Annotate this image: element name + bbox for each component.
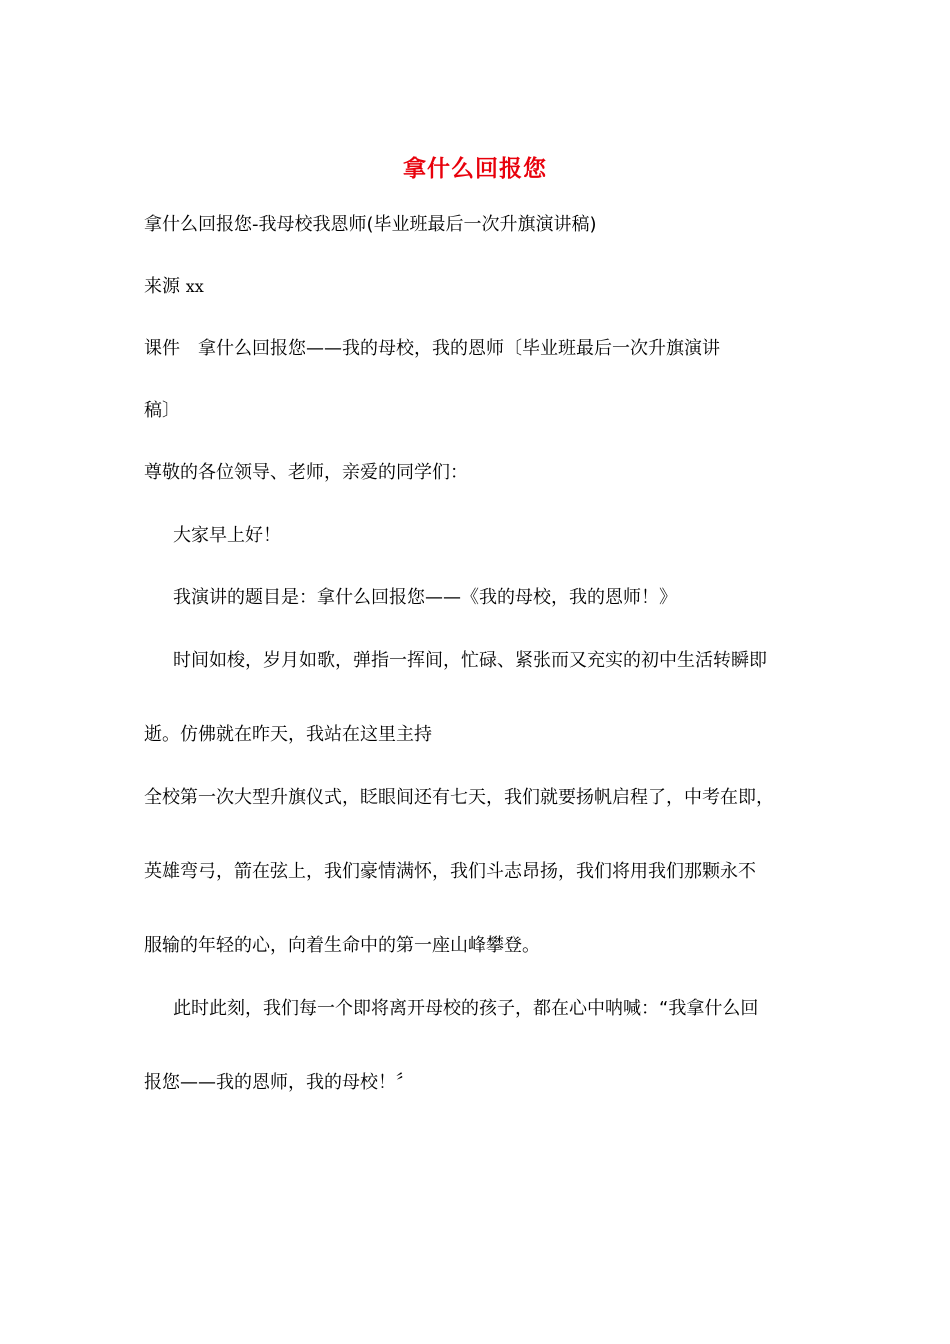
paragraph-line: 此时此刻，我们每一个即将离开母校的孩子，都在心中呐喊：“我拿什么回 [173,998,759,1019]
paragraph-line: 逝。仿佛就在昨天，我站在这里主持 [144,724,432,745]
greeting-line: 大家早上好！ [173,525,281,546]
subtitle-line: 拿什么回报您-我母校我恩师(毕业班最后一次升旗演讲稿) [144,214,597,235]
paragraph-line: 课件 拿什么回报您——我的母校，我的恩师〔毕业班最后一次升旗演讲 [144,338,720,359]
salutation-line: 尊敬的各位领导、老师，亲爱的同学们： [144,462,468,483]
paragraph-line: 全校第一次大型升旗仪式，眨眼间还有七天，我们就要扬帆启程了，中考在即， [144,787,774,808]
paragraph-line: 稿〕 [144,400,180,421]
paragraph-line: 英雄弯弓，箭在弦上，我们豪情满怀，我们斗志昂扬，我们将用我们那颗永不 [144,861,756,882]
paragraph-line: 时间如梭，岁月如歌，弹指一挥间，忙碌、紧张而又充实的初中生活转瞬即 [173,650,767,671]
paragraph-line: 服输的年轻的心，向着生命中的第一座山峰攀登。 [144,935,540,956]
source-value: xx [185,277,204,296]
paragraph-line: 我演讲的题目是：拿什么回报您——《我的母校，我的恩师！》 [173,587,677,608]
paragraph-line: 报您——我的恩师，我的母校！〞 [144,1072,414,1093]
document-title: 拿什么回报您 [403,155,547,182]
source-line [144,275,204,299]
source-label: 来源 [144,276,180,297]
